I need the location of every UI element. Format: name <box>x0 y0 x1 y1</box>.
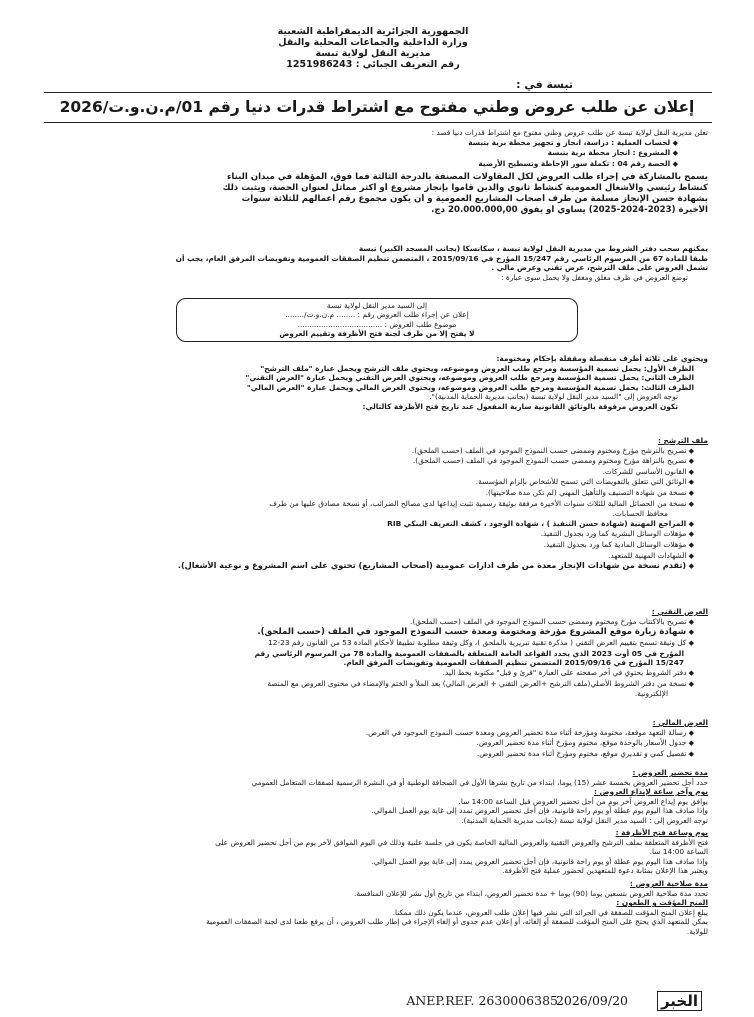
eligibility-line: يسمح بالمشاركة في إجراء طلب العروض لكل المقاولات المصنفة بالدرجة الثالثة فما فوق، المؤهلة في ميدان البناء <box>226 172 708 182</box>
eligibility-line: بشهادة حسن الإنجاز مسلمة من طرف أصحاب المشاريع العمومية و أن يكون مجموع رقم أعمالهم للثلاثة سنوات <box>241 194 708 204</box>
opening-line: فتح الأظرفة المتعلقة بملف الترشح والعروض التقنية والعروض المالية الخاصة يكون في جلسة علنية وذلك في اليوم الموافق لآخر يوم من أجل تحضير العروض على <box>215 837 708 847</box>
envelope-2: الظرف الثاني: يحمل تسمية المؤسسة ومرجع طلب العروض وموضوعه، ويحتوي العرض التقني ويحمل عبارة "العرض التقني" <box>245 373 694 383</box>
announcement-title: إعلان عن طلب عروض وطني مفتوح مع اشتراط قدرات دنيا رقم 01/م.ن.و.ت/2026 <box>59 98 695 116</box>
letterhead-line: رقم التعريف الجبائي : 1251986243 <box>286 59 460 70</box>
envelope-1: الظرف الأول: يحمل تسمية المؤسسة ومرجع طلب العروض وموضوعه، ويحتوي ملف الترشح ويحمل عبارة "ملف الترشح" <box>260 363 694 373</box>
technical-item-cont: الإلكترونية. <box>634 689 668 699</box>
technical-item: ◆ نسخة من دفتر الشروط الأصلي(ملف الترشح +العرض التقني + العرض المالي) بعد الملأ و الختم والإمضاء في محتوى العروض مع المنصة <box>46 679 694 690</box>
letterhead <box>253 26 493 70</box>
eligibility-line: كنشاط رئيسي والأشغال العمومية كنشاط ثانوي والذين قاموا بإنجاز مشروع أو أكثر مماثل لعنوان الحصة، ويثبت ذلك <box>222 183 708 193</box>
envelope-line: لا يفتح إلا من طرف لجنة فتح الأظرفة وتقييم العروض <box>279 329 475 339</box>
intro-bullet: ◆ المشروع : انجاز محطة برية بتبسة <box>46 148 678 159</box>
candidacy-item: ◆ الوثائق التي تتعلق بالتفويضات التي تسمح للأشخاص بإلزام المؤسسة. <box>46 477 694 488</box>
candidacy-item: ◆ تصريح بالنزاهة مؤرخ ومختوم وممضى حسب النموذج الموجود في الملف (حسب الملحق). <box>46 456 694 467</box>
envelope-line: موضوع طلب العروض : .................................... <box>297 319 457 329</box>
envelopes-line: توجه العروض إلى "السيد مدير النقل لولاية تبسة (بجانب مديرية الحماية المدنية)". <box>429 392 678 402</box>
prep-section <box>46 768 708 826</box>
candidacy-item: ◆ مؤهلات الوسائل البشرية كما ورد بجدول التنفيذ. <box>46 529 694 540</box>
announcement-page <box>6 6 748 1011</box>
candidacy-item: ◆ المراجع المهنية (شهادة حسن التنفيذ ) ، شهادة الوجود ، كشف التعريف البنكي RIB <box>46 519 694 530</box>
envelope-label-box <box>176 298 578 342</box>
technical-item: ◆ كل وثيقة تسمح بتقييم العرض التقني ( مذكرة تقنية تبريرية بالملحق )، وكل وثيقة مطلوبة تطبيقا لأحكام المادة 53 من القانون رقم 23-12 <box>46 638 694 649</box>
intro-bullet: ◆ لحساب العملية : دراسة، انجاز و تجهيز محطة برية بتبسة <box>46 138 678 149</box>
collection-line: توضع العروض في ظرف مغلق ومغفل ولا يحمل سوى عبارة : <box>500 272 688 282</box>
validity-line: للولاية. <box>686 926 708 936</box>
envelopes-line: ويحتوي على ثلاثة أظرف منفصلة ومقفلة بإحكام ومختومة: <box>496 354 708 363</box>
technical-item: ◆ شهادة زيارة موقع المشروع مؤرخة ومختومة ومعدة حسب النموذج الموجود في الملف (حسب الملحق). <box>46 627 694 638</box>
candidacy-item: ◆ نسخة من الحصائل المالية للثلاث سنوات الأخيرة مرفقة بوثيقة رسمية تثبت إيداعها لدى مصالح الضرائب، أو نسخة مصادق عليها من طرف <box>46 499 694 510</box>
technical-item: ◆ دفتر الشروط يحتوي في آخر صفحته على العبارة "قرئ و قبل" مكتوبة بخط اليد. <box>46 668 694 679</box>
envelope-3: الظرف الثالث: يحمل تسمية المؤسسة ومرجع طلب العروض وموضوعه، ويحتوي العرض المالي ويحمل عبارة "العرض المالي" <box>246 382 694 392</box>
newspaper-logo: الخبر <box>657 991 702 1011</box>
candidacy-item: ◆ الشهادات المهنية للمتعهد. <box>46 551 694 562</box>
validity-line: يبلغ إعلان المنح المؤقت للصفقة في الجرائد التي نشر فيها إعلان طلب العروض، عندما يكون ذلك ممكنا. <box>392 907 708 917</box>
candidacy-item: ◆ (تقدم نسخة من شهادات الإنجاز معدة من طرف ادارات عمومية (أصحاب المشاريع) تحتوي على اسم المشروع و نوعية الأشغال). <box>46 561 694 572</box>
letterhead-line: وزارة الداخلية والجماعات المحلية والنقل <box>278 37 468 48</box>
prep-subheading: يوم وآخر ساعة لإيداع العروض : <box>593 787 708 797</box>
eligibility-line: الأخيرة (2023-2024-2025) يساوي أو يفوق 20.000.000,00 دج. <box>431 205 708 215</box>
opening-line: ويعتبر هذا الإعلان بمثابة دعوة للمتعهدين لحضور عملية فتح الأظرفة. <box>502 866 708 876</box>
candidacy-item: ◆ مؤهلات الوسائل المادية كما ورد بجدول التنفيذ. <box>46 540 694 551</box>
footer <box>46 989 708 1013</box>
divider <box>44 92 712 93</box>
section-heading: مدة تحضير العروض : <box>632 768 708 777</box>
place-date-label: تبسة في : <box>516 78 573 91</box>
envelope-line: إعلان عن إجراء طلب العروض رقم : ........ م.ن.و.ت/........ <box>285 310 469 320</box>
section-heading: العرض التقني : <box>651 607 708 616</box>
section-heading: ملف الترشح : <box>657 436 708 445</box>
validity-line: يمكن للمتعهد الذي يحتج على المنح المؤقت للصفقة أو إلغائه، أو إعلان عدم جدوى أو إلغاء الإجراء في إطار طلب العروض ، أن يرفع طعنا لدى لجنة الصفقات العمومية <box>206 917 708 927</box>
financial-item: ◆ جدول الأسعار بالوحدة موقع، مختوم ومؤرخ أثناء مدة تحضير العروض. <box>46 738 694 749</box>
anep-reference: ANEP.REF. 2630006385 <box>406 993 558 1008</box>
divider <box>44 122 712 123</box>
financial-section <box>46 718 708 759</box>
technical-item-cont: المؤرخ في 05 أوت 2023 الذي يحدد القواعد العامة المتعلقة بالصفقات العمومية والمادة 78 من المرسوم الرئاسي رقم <box>254 648 684 658</box>
candidacy-item: ◆ نسخة من شهادة التصنيف والتأهيل المهني (لم تكن مدة صلاحيتها). <box>46 488 694 499</box>
prep-line: توجه العروض إلى : السيد مدير النقل لولاية تبسة (بجانب مديرية الحماية المدنية). <box>461 815 708 825</box>
intro-section <box>46 128 708 169</box>
section-heading: يوم وساعة فتح الأظرفة : <box>615 828 708 837</box>
opening-line: وإذا صادف هذا اليوم يوم عطلة أو يوم راحة قانونية، فإن أجل تحضير العروض يمدد إلى غاية يوم العمل الموالي. <box>371 856 708 866</box>
intro-bullet: ◆ الحصة رقم 04 : تكملة سور الإحاطة وتسطيح الأرضية <box>46 159 678 170</box>
publication-date: 2026/09/20 <box>555 993 628 1008</box>
technical-section <box>46 607 708 699</box>
opening-line: الساعة 14:00 سا. <box>649 847 708 857</box>
collection-line: يمكنهم سحب دفتر الشروط من مديرية النقل لولاية تبسة ، سكانسكا (بجانب المسجد الكبير) تبسة <box>358 244 708 253</box>
validity-subheading: المنح المؤقت و الطعون : <box>616 898 708 908</box>
candidacy-item: ◆ القانون الأساسي للشركات. <box>46 467 694 478</box>
candidacy-section <box>46 436 708 572</box>
collection-line: تشمل العروض على ملف الترشح، عرض تقني وعرض مالي . <box>491 263 708 273</box>
eligibility-section <box>46 172 708 216</box>
collection-line: طبقا للمادة 67 من المرسوم الرئاسي رقم 15/247 المؤرخ في 2015/09/16 ، المتضمن تنظيم الصفقات العمومية وتفويضات المرفق العام، يجب أن <box>175 253 708 263</box>
collection-section <box>46 244 708 282</box>
letterhead-line: مديرية النقل لولاية تبسة <box>315 48 431 59</box>
validity-section <box>46 879 708 937</box>
envelopes-section <box>46 354 708 412</box>
letterhead-line: الجمهورية الجزائرية الديمقراطية الشعبية <box>277 26 469 37</box>
opening-section <box>46 828 708 876</box>
technical-item-cont: 15/247 المؤرخ في 2015/09/16 المتضمن تنظيم الصفقات العمومية وتفويضات المرفق العام. <box>343 658 684 668</box>
envelope-line: إلى السيد مدير النقل لولاية تبسة <box>326 301 428 310</box>
section-heading: مدة صلاحية العروض : <box>629 879 708 888</box>
financial-item: ◆ رسالة التعهد موقعة، مختومة ومؤرخة أثناء مدة تحضير العروض ومعدة حسب النموذج الموجود في العرض. <box>46 728 694 739</box>
candidacy-item: ◆ تصريح بالترشح مؤرخ ومختوم وممضى حسب النموذج الموجود في الملف (حسب الملحق). <box>46 446 694 457</box>
validity-line: تحدد مدة صلاحية العروض بتسعين يوما (90) يوما + مدة تحضير العروض، ابتداء من تاريخ أول نشر للإعلان المنافسة. <box>353 888 708 898</box>
technical-item: ◆ تصريح بالاكتتاب مؤرخ ومختوم وممضى حسب النموذج الموجود في الملف (حسب الملحق). <box>46 617 694 628</box>
prep-line: حدد أجل تحضير العروض بخمسة عشر (15) يوما، ابتداء من تاريخ نشرها الأول في الصحافة الوطنية أو في النشرة الرسمية لصفقات المتعامل العمومي <box>251 777 708 787</box>
prep-line: يوافق يوم إيداع العروض آخر يوم من أجل تحضير العروض قبل الساعة 14:00 سا. <box>458 796 708 806</box>
envelopes-line: تكون العروض مرفوقة بالوثائق القانونية سارية المفعول عند تاريخ فتح الأظرفة كالتالي: <box>362 401 678 411</box>
prep-line: وإذا صادف هذا اليوم يوم عطلة أو يوم راحة قانونية، فإن أجل تحضير العروض تمدد إلى غاية يوم العمل الموالي. <box>371 806 708 816</box>
candidacy-item-cont: محافظ الحسابات. <box>612 509 668 519</box>
financial-item: ◆ تفصيل كمي و تقديري موقع، مختوم ومؤرخ أثناء مدة تحضير العروض. <box>46 749 694 760</box>
section-heading: العرض المالي : <box>652 718 708 727</box>
intro-line: تعلن مديرية النقل لولاية تبسة عن طلب عروض وطني مفتوح مع اشتراط قدرات دنيا قصد : <box>431 128 708 137</box>
